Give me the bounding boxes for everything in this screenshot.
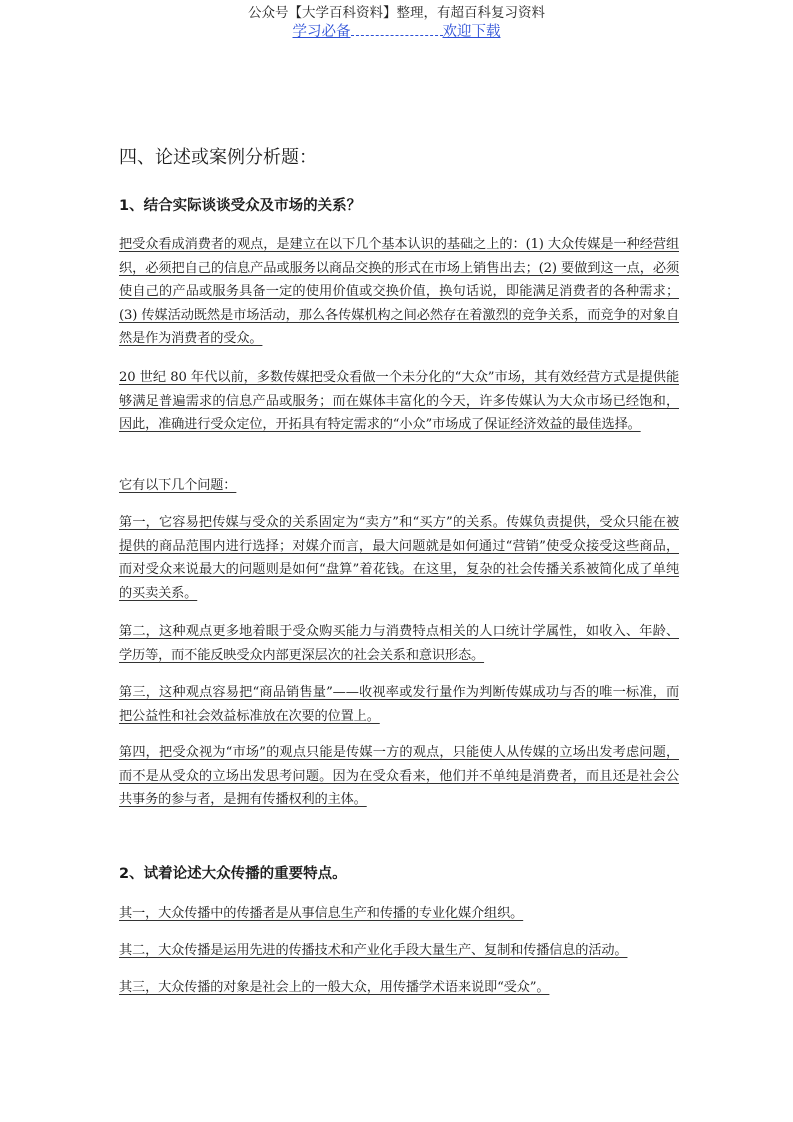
header-source-line: 公众号【大学百科资料】整理，有超百科复习资料	[248, 5, 545, 21]
header-slogan-gap	[351, 25, 443, 36]
question-2-title: 2、试着论述大众传播的重要特点。	[119, 866, 347, 882]
q1-paragraph-3: 它有以下几个问题：	[119, 478, 237, 493]
q1-paragraph-7: 第四，把受众视为“市场”的观点只能是传媒一方的观点，只能使人从传媒的立场出发考虑问题，而不是从受众的立场出发思考问题。因为在受众看来，他们并不单纯是消费者，而且还是社会公共事务的参与者，是拥有传播权利的主体。	[119, 745, 679, 808]
q1-paragraph-6: 第三，这种观点容易把“商品销售量”——收视率或发行量作为判断传媒成功与否的唯一标准，而把公益性和社会效益标准放在次要的位置上。	[119, 685, 679, 724]
question-1-title: 1、结合实际谈谈受众及市场的关系？	[119, 198, 362, 214]
section-title: 四、论述或案例分析题：	[119, 147, 317, 168]
header-slogan	[0, 22, 793, 42]
q1-paragraph-5: 第二，这种观点更多地着眼于受众购买能力与消费特点相关的人口统计学属性，如收入、年龄、学历等，而不能反映受众内部更深层次的社会关系和意识形态。	[119, 624, 679, 663]
q1-paragraph-2: 20 世纪 80 年代以前，多数传媒把受众看做一个未分化的“大众”市场，其有效经营方式是提供能够满足普遍需求的信息产品或服务；而在媒体丰富化的今天，许多传媒认为大众市场已经饱和，因此，准确进行受众定位，开拓具有特定需求的“小众”市场成了保证经济效益的最佳选择。	[119, 370, 679, 433]
q2-paragraph-1: 其一，大众传播中的传播者是从事信息生产和传播的专业化媒介组织。	[119, 906, 524, 921]
header-slogan-right: 欢迎下载	[442, 24, 501, 40]
page-header	[0, 4, 793, 42]
q1-paragraph-4: 第一，它容易把传媒与受众的关系固定为“卖方”和“买方”的关系。传媒负责提供，受众只能在被提供的商品范围内进行选择；对媒介而言，最大问题就是如何通过“营销”使受众接受这些商品，而对受众来说最大的问题则是如何“盘算”着花钱。在这里，复杂的社会传播关系被简化成了单纯的买卖关系。	[119, 515, 679, 601]
q1-paragraph-1: 把受众看成消费者的观点，是建立在以下几个基本认识的基础之上的：(1) 大众传媒是一种经营组织，必须把自己的信息产品或服务以商品交换的形式在市场上销售出去；(2) 要做到这一点，必须使自己的产品或服务具备一定的使用价值或交换价值，换句话说，即能满足消费者的各种需求；(3) 传媒活动既然是市场活动，那么各传媒机构之间必然存在着激烈的竞争关系，而竞争的对象自然是作为消费者的受众。	[119, 237, 679, 347]
q2-paragraph-2: 其二，大众传播是运用先进的传播技术和产业化手段大量生产、复制和传播信息的活动。	[119, 943, 628, 958]
header-slogan-left: 学习必备	[292, 24, 351, 40]
q2-paragraph-3: 其三，大众传播的对象是社会上的一般大众，用传播学术语来说即“受众”。	[119, 980, 550, 995]
